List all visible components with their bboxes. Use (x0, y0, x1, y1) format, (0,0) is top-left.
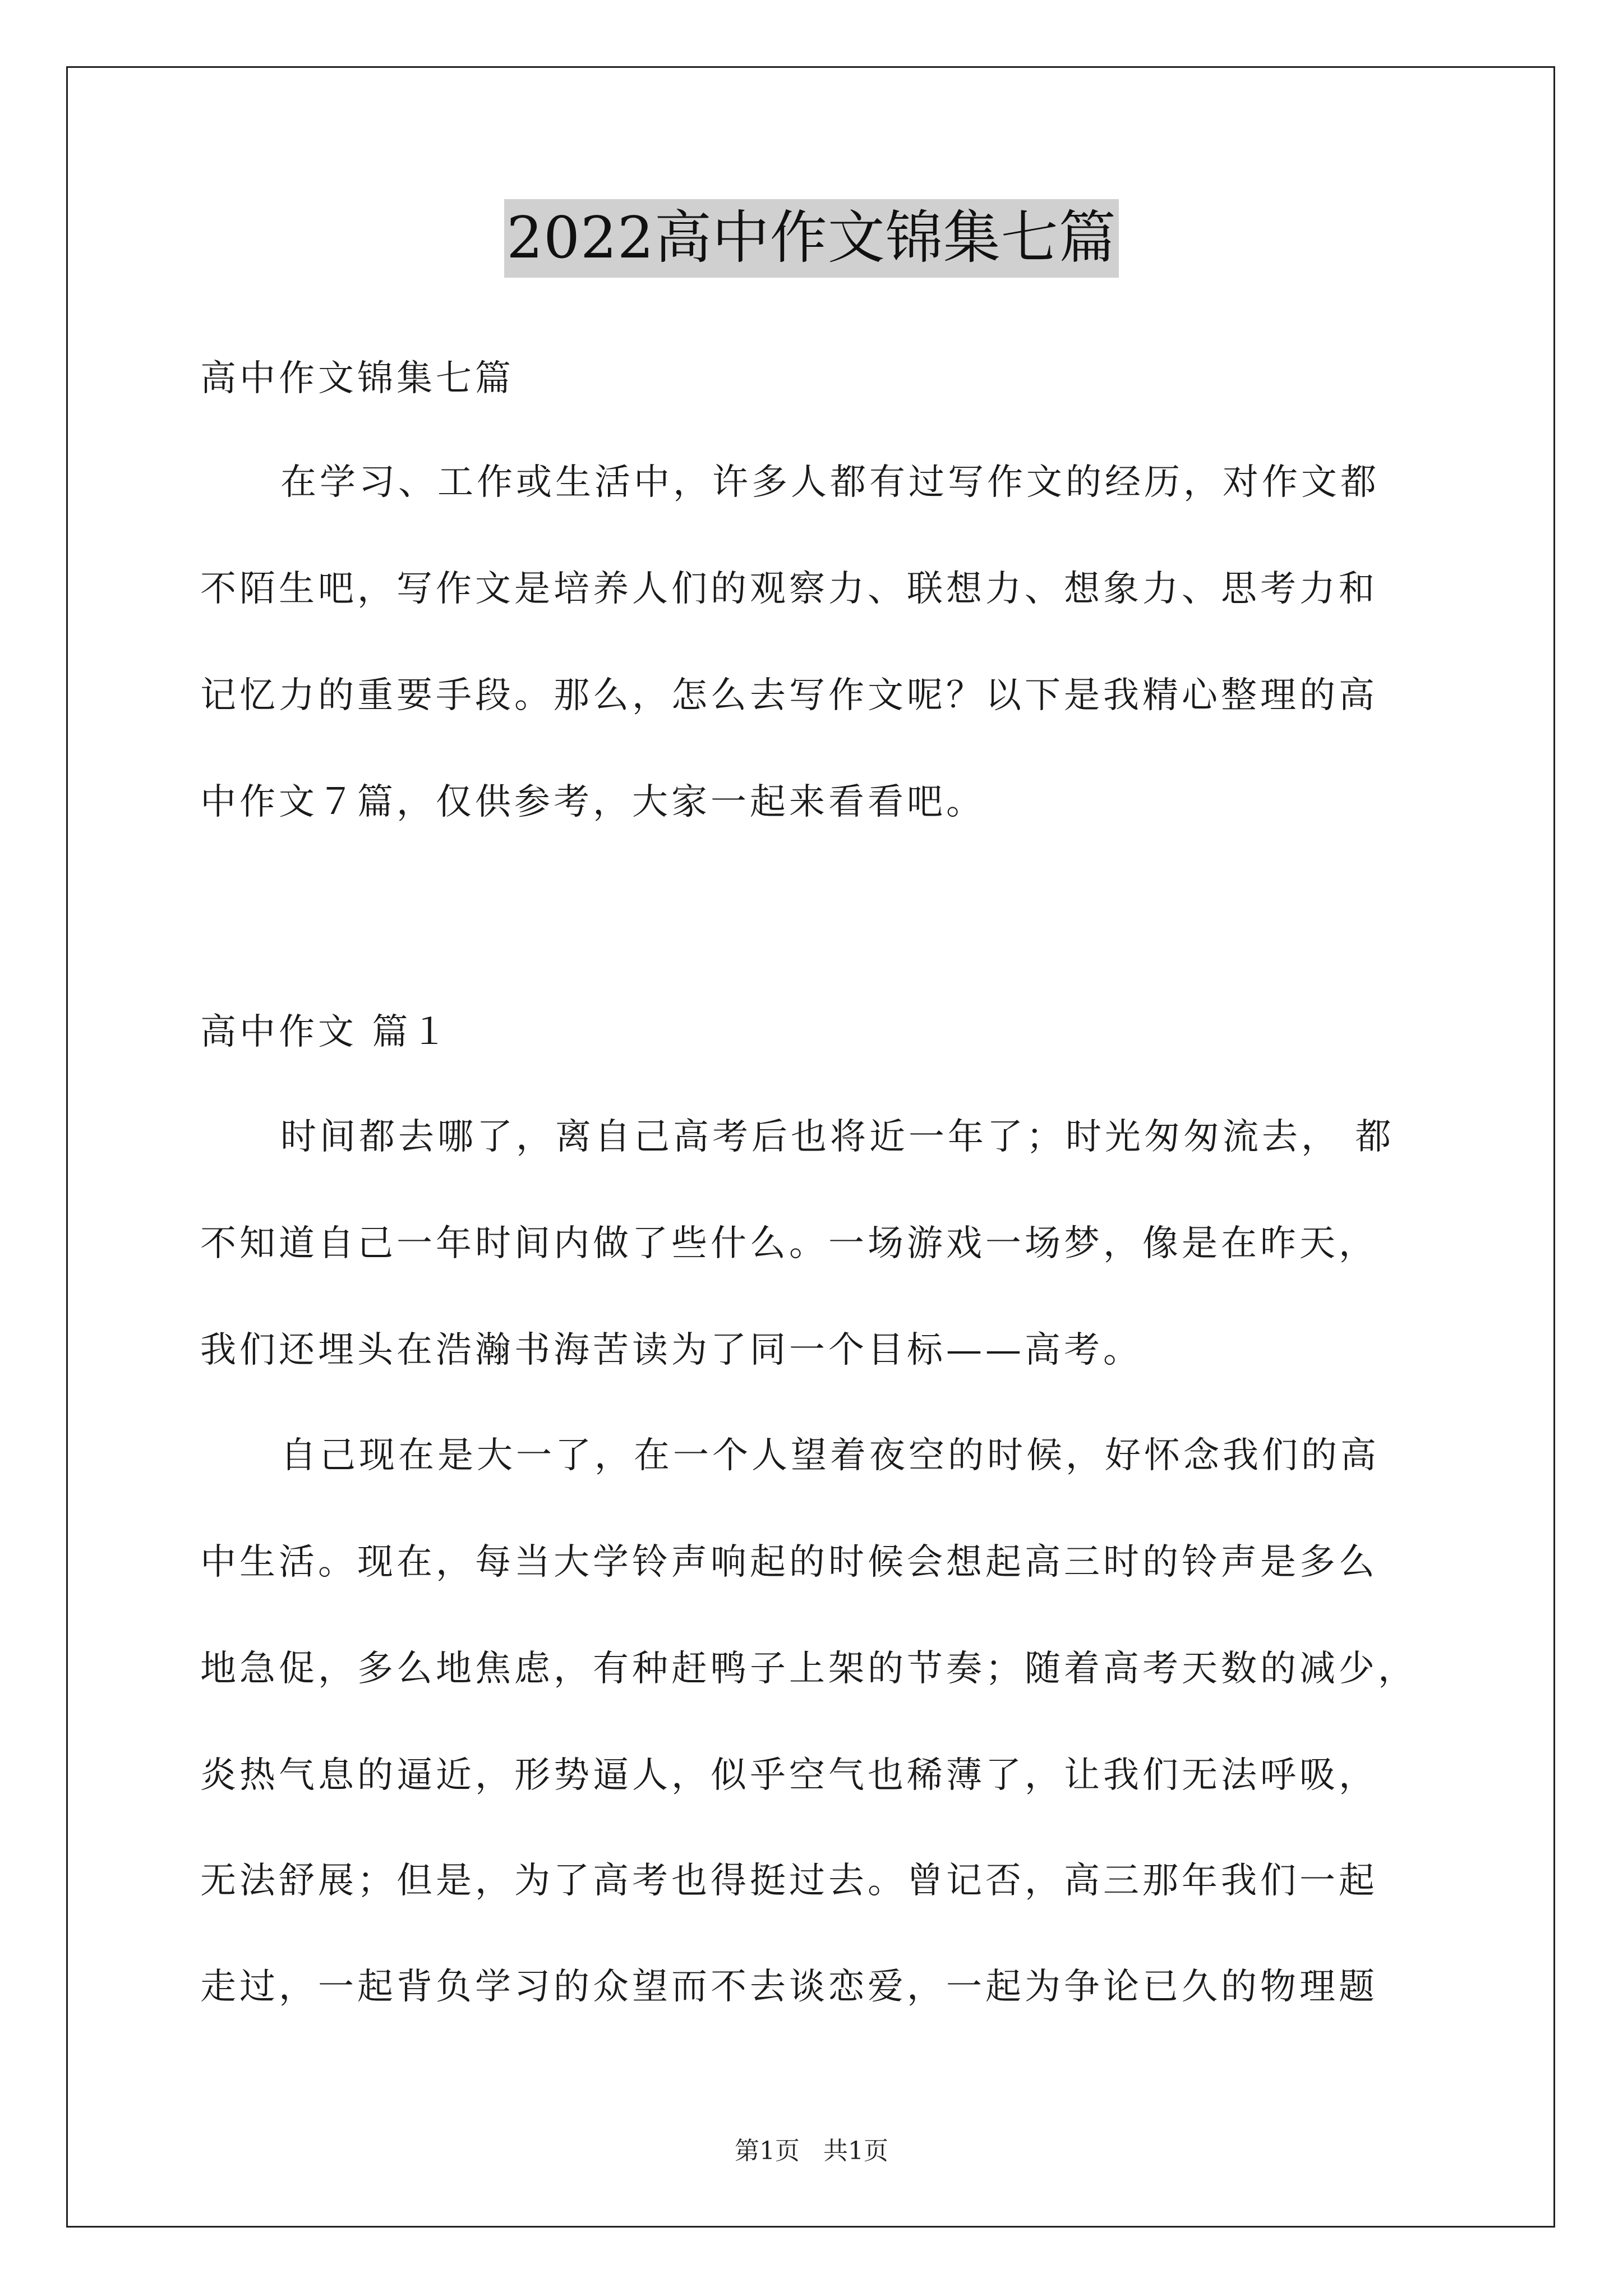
paragraph2-line-1: 自己现在是大一了，在一个人望着夜空的时候，好怀念我们的高 (280, 1435, 1380, 1476)
intro-line-3: 记忆力的重要手段。那么，怎么去写作文呢？以下是我精心整理的高 (200, 675, 1378, 716)
document-title: 2022高中作文锦集七篇 (504, 199, 1119, 278)
paragraph1-line-3: 我们还埋头在浩瀚书海苦读为了同一个目标——高考。 (200, 1329, 1142, 1371)
paragraph2-line-5: 无法舒展；但是，为了高考也得挺过去。曾记否，高三那年我们一起 (200, 1860, 1378, 1902)
paragraph2-line-4: 炎热气息的逼近，形势逼人，似乎空气也稀薄了，让我们无法呼吸， (200, 1755, 1378, 1796)
paragraph1-line-1: 时间都去哪了，离自己高考后也将近一年了；时光匆匆流去， 都 (280, 1116, 1395, 1158)
intro-line-4: 中作文７篇，仅供参考，大家一起来看看吧。 (200, 781, 985, 823)
section-heading: 高中作文 篇１ (200, 1011, 451, 1053)
paragraph1-line-2: 不知道自己一年时间内做了些什么。一场游戏一场梦，像是在昨天， (200, 1223, 1378, 1264)
intro-line-1: 在学习、工作或生活中，许多人都有过写作文的经历，对作文都 (280, 462, 1380, 503)
page-footer: 第1页 共1页 (735, 2137, 888, 2165)
document-subtitle: 高中作文锦集七篇 (200, 358, 514, 399)
paragraph2-line-2: 中生活。现在，每当大学铃声响起的时候会想起高三时的铃声是多么 (200, 1542, 1378, 1583)
paragraph2-line-3: 地急促，多么地焦虑，有种赶鸭子上架的节奏；随着高考天数的减少， (200, 1648, 1417, 1690)
intro-line-2: 不陌生吧，写作文是培养人们的观察力、联想力、想象力、思考力和 (200, 568, 1378, 610)
paragraph2-line-6: 走过，一起背负学习的众望而不去谈恋爱，一起为争论已久的物理题 (200, 1966, 1378, 2008)
title-wrap (0, 199, 1623, 278)
